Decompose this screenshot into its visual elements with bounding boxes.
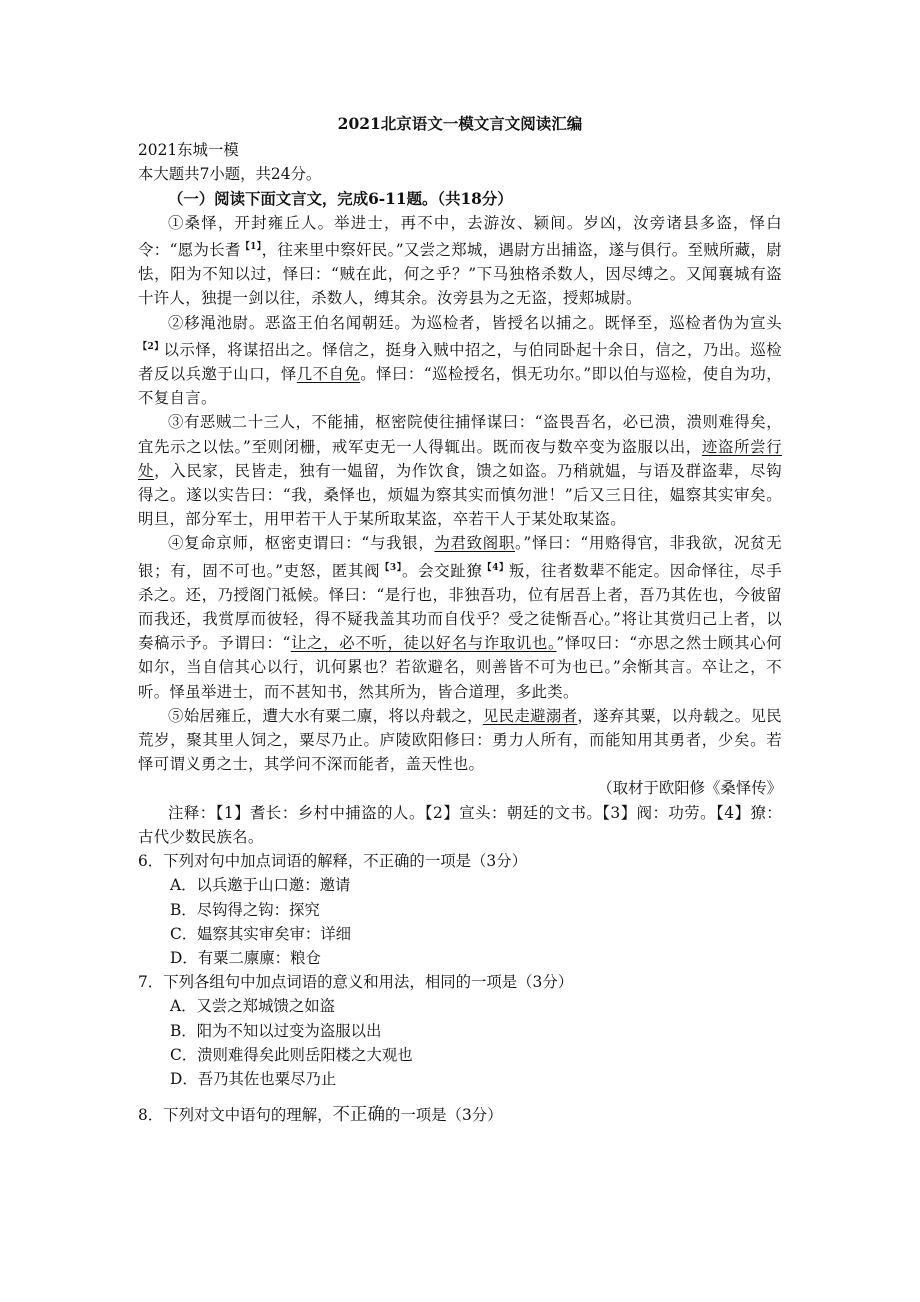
question-6-options: [138, 873, 782, 970]
p1-text-a: ①桑怿，开封雍丘人。举进士，再不中，去游汝、颍间。岁凶，汝旁诸县多盗，怿白令：“愿为长耆: [138, 213, 782, 260]
option-d: D．吾乃其佐也粟尽乃止: [170, 1069, 337, 1088]
underlined-phrase: 迹盗所尝行处: [138, 437, 782, 480]
q8-stem-emphasis: 不正确: [332, 1105, 385, 1126]
p4-text-a: ④复命京师，枢密吏谓曰：“与我银，: [168, 534, 435, 553]
option-d: D．有粟二廪廪：粮仓: [170, 948, 321, 967]
exam-name: 2021东城一模: [138, 141, 239, 160]
p3-text-a: ③有恶贼二十三人，不能捕，枢密院使往捕怿谋曰：“盗畏吾名，必已溃，溃则难得矣，宜先示之以怯。”至则闭栅，戒军吏无一人得辄出。既而夜与数卒变为盗服以出，: [138, 413, 782, 456]
question-summary: 本大题共7小题，共24分。: [138, 165, 322, 184]
passage-paragraph-3: [138, 410, 782, 531]
passage-paragraph-4: [138, 531, 782, 703]
p4-text-c: 。会交趾獠: [402, 561, 483, 580]
option-a: A．又尝之郑城馈之如盗: [170, 997, 336, 1016]
p3-text-b: ，入民家，民皆走，独有一媪留，为作饮食，馈之如盗。乃稍就媪，与语及群盗辈，尽钩得之。遂以实告曰：“我，桑怿也，烦媪为察其实而慎勿泄！”后又三日往，媪察其实审矣。明旦，部分军士，用甲若干人于某所取某盗，卒若干人于某处取某盗。: [138, 461, 782, 529]
p2-text-a: ②移渑池尉。恶盗王伯名闻朝廷。为巡检者，皆授名以捕之。既怿至，巡检者伪为宣头: [168, 313, 782, 332]
footnote-marker-2: 【2】: [138, 341, 164, 352]
p4-text-e: ”怿叹曰：“亦思之然士顾其心何如尔，当自信其心以行，讥何累也？若欲避名，则善皆不可为也已。”余惭其言。卒让之，不听。怿虽举进士，而不甚知书，然其所为，皆合道理，多此类。: [138, 634, 782, 701]
question-8-stem: [138, 1103, 782, 1127]
option-b: B．尽钩得之钩：探究: [170, 900, 320, 919]
option-b: B．阳为不知以过变为盗服以出: [170, 1021, 382, 1040]
underlined-phrase: 为君致阁职: [434, 534, 516, 553]
option-c: C．溃则难得矣此则岳阳楼之大观也: [170, 1045, 413, 1064]
passage-paragraph-5: [138, 704, 782, 777]
passage-paragraph-2: [138, 311, 782, 411]
option-a: A．以兵邀于山口邀：邀请: [170, 876, 351, 895]
document-page: [138, 112, 782, 1127]
underlined-phrase: 见民走避溺者: [482, 706, 578, 725]
section-heading: （一）阅读下面文言文，完成6-11题。（共18分）: [168, 189, 513, 208]
p4-text-b: 。”怿曰：“用赂得官，非我欲，况贫无银；有，固不可也。”吏怒，匿其阀: [138, 534, 782, 580]
underlined-phrase: 几不自免: [296, 365, 361, 384]
p2-text-c: 。怿曰：“巡检授名，惧无功尔。”即以伯与巡检，使自为功，不复自言。: [138, 365, 782, 408]
passage-paragraph-1: [138, 211, 782, 311]
p2-text-b: 以示怿，将谋招出之。怿信之，挺身入贼中招之，与伯同卧起十余日，信之，乃出。巡检者反以兵邀于山口，怿: [138, 340, 783, 384]
underlined-sentence: 让之，必不听，徒以好名与诈取讥也。: [290, 634, 557, 653]
q8-stem-start: 8．下列对文中语句的理解，: [138, 1106, 333, 1125]
footnote-marker-1: 【1】: [240, 242, 262, 253]
question-6-stem: 6．下列对句中加点词语的解释，不正确的一项是（3分）: [138, 852, 527, 871]
q8-stem-end: 的一项是（3分）: [384, 1106, 503, 1125]
p5-text-a: ⑤始居雍丘，遭大水有粟二廪，将以舟载之，: [168, 706, 483, 725]
question-7-options: [138, 994, 782, 1091]
question-7-stem: 7．下列各组句中加点词语的意义和用法，相同的一项是（3分）: [138, 973, 574, 992]
p1-text-b: ，往来里中察奸民。”又尝之郑城，遇尉方出捕盗，遂与俱行。至贼所藏，尉怯，阳为不知以过，怿曰：“贼在此，何之乎？”下马独格杀数人，因尽缚之。又闻襄城有盗十许人，独提一剑以往，杀数人，缚其余。汝旁县为之无盗，授郏城尉。: [138, 241, 783, 308]
annotations: 注释：【1】耆长：乡村中捕盗的人。【2】宣头：朝廷的文书。【3】阀：功劳。【4】獠：古代少数民族名。: [138, 803, 782, 846]
footnote-marker-3: 【3】: [380, 562, 403, 573]
p4-text-d: 叛，往者数辈不能定。因命怿往，尽手杀之。还，乃授阁门祗候。怿曰：“是行也，非独吾功，位有居吾上者，吾乃其佐也，今彼留而我还，我赏厚而彼轻，得不疑我盖其功而自伐乎？受之徒惭吾心。”将让其赏归己上者，以奏稿示予。予谓曰：“: [138, 561, 783, 653]
option-c: C．媪察其实审矣审：详细: [170, 924, 352, 943]
document-title: 2021北京语文一模文言文阅读汇编: [337, 114, 583, 133]
p5-text-b: ，遂弃其粟，以舟载之。见民荒岁，聚其里人饲之，粟尽乃止。庐陵欧阳修曰：勇力人所有，而能知用其勇者，少矣。若怿可谓义勇之士，其学问不深而能者，盖天性也。: [138, 706, 782, 774]
footnote-marker-4: 【4】: [482, 562, 509, 573]
passage-source: （取材于欧阳修《桑怿传》: [597, 779, 782, 798]
